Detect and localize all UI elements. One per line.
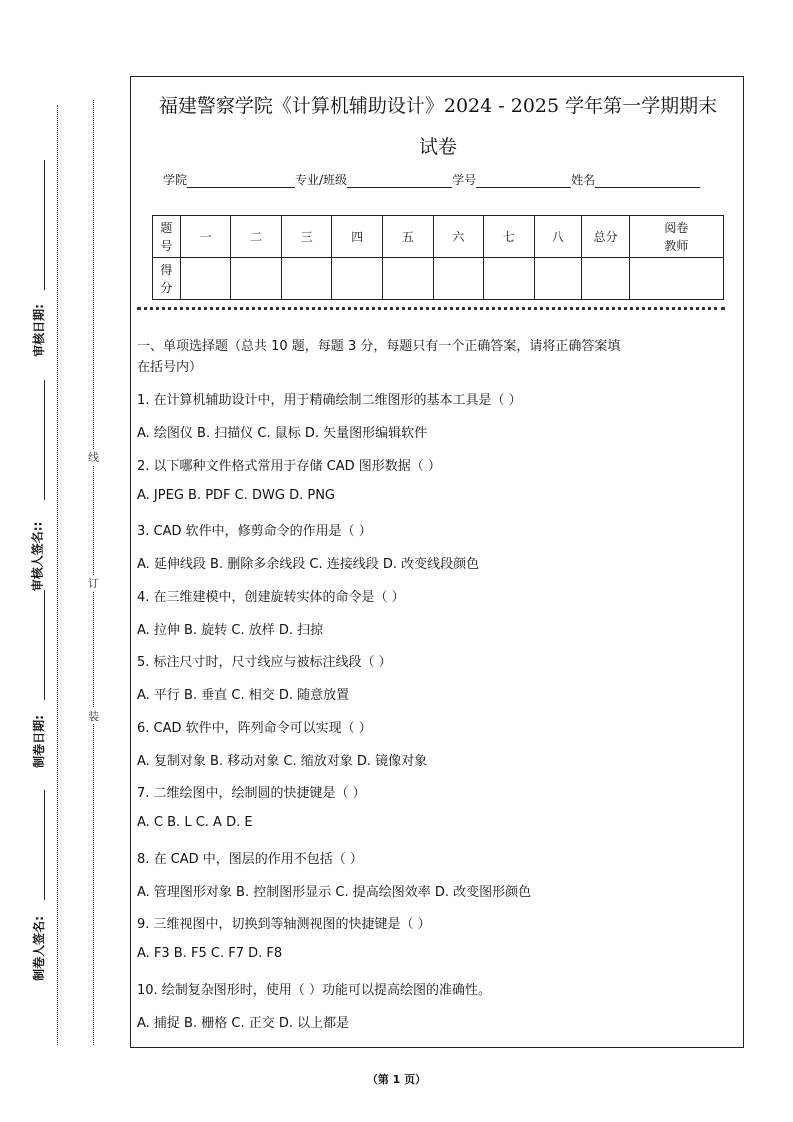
score-row-header: 得 分 — [153, 258, 181, 300]
question: 10. 绘制复杂图形时，使用（ ）功能可以提高绘图的准确性。 — [137, 983, 491, 998]
options: A. 拉伸 B. 旋转 C. 放样 D. 扫掠 — [137, 623, 324, 638]
question-number-header: 题 号 — [153, 216, 181, 258]
score-cell[interactable] — [231, 258, 282, 300]
question: 8. 在 CAD 中，图层的作用不包括（ ） — [137, 852, 363, 867]
column-header: 五 — [383, 216, 434, 258]
exam-title: 福建警察学院《计算机辅助设计》2024 - 2025 学年第一学期期末 — [158, 95, 718, 117]
column-header: 二 — [231, 216, 282, 258]
binding-install-char: 装 — [88, 710, 99, 723]
college-label: 学院 — [163, 173, 188, 187]
options: A. 管理图形对象 B. 控制图形显示 C. 提高绘图效率 D. 改变图形颜色 — [137, 885, 532, 900]
column-header: 一 — [180, 216, 231, 258]
score-cell[interactable] — [484, 258, 535, 300]
binding-line-char: 线 — [88, 451, 99, 464]
reviewer-teacher-header: 阅卷 教师 — [629, 216, 723, 258]
college-field[interactable] — [187, 175, 295, 188]
score-cell[interactable] — [383, 258, 434, 300]
student-id-label: 学号 — [452, 173, 477, 187]
question: 4. 在三维建模中，创建旋转实体的命令是（ ） — [137, 590, 405, 605]
signature-underline — [44, 160, 45, 290]
maker-date-label: 制卷日期: — [31, 715, 46, 768]
binding-order-char: 订 — [88, 577, 99, 590]
binding-margin — [0, 0, 130, 1122]
major-label: 专业/班级 — [295, 173, 348, 187]
question: 3. CAD 软件中，修剪命令的作用是（ ） — [137, 524, 372, 539]
signature-underline — [44, 380, 45, 500]
total-score-header: 总分 — [582, 216, 630, 258]
score-cell[interactable] — [534, 258, 582, 300]
signature-dotted-line — [57, 105, 58, 1045]
question: 5. 标注尺寸时，尺寸线应与被标注线段（ ） — [137, 655, 392, 670]
options: A. 绘图仪 B. 扫描仪 C. 鼠标 D. 矢量图形编辑软件 — [137, 426, 428, 441]
student-info-row — [163, 171, 700, 188]
column-header: 三 — [281, 216, 332, 258]
options: A. 复制对象 B. 移动对象 C. 缩放对象 D. 镜像对象 — [137, 754, 428, 769]
question: 6. CAD 软件中，阵列命令可以实现（ ） — [137, 721, 372, 736]
column-header: 四 — [332, 216, 383, 258]
signature-underline — [44, 790, 45, 900]
score-cell[interactable] — [281, 258, 332, 300]
section-heading: 一、单项选择题（总共 10 题，每题 3 分，每题只有一个正确答案，请将正确答案填 — [137, 339, 621, 354]
major-field[interactable] — [347, 175, 452, 188]
name-field[interactable] — [595, 175, 700, 188]
name-label: 姓名 — [571, 173, 596, 187]
student-id-field[interactable] — [476, 175, 571, 188]
column-header: 八 — [534, 216, 582, 258]
reviewer-date-label: 审核日期: — [31, 304, 46, 357]
exam-title-line2: 试卷 — [418, 136, 457, 158]
score-cell[interactable] — [180, 258, 231, 300]
options: A. 延伸线段 B. 删除多余线段 C. 连接线段 D. 改变线段颜色 — [137, 557, 480, 572]
options: A. F3 B. F5 C. F7 D. F8 — [137, 946, 283, 961]
options: A. 平行 B. 垂直 C. 相交 D. 随意放置 — [137, 688, 350, 703]
section-heading-line2: 在括号内） — [137, 360, 203, 375]
score-table — [152, 215, 724, 300]
reviewer-signature-label: 审核人签名:: — [30, 521, 45, 592]
page-number: （第 1 页） — [366, 1073, 427, 1086]
column-header: 六 — [433, 216, 484, 258]
question: 7. 二维绘图中，绘制圆的快捷键是（ ） — [137, 786, 366, 801]
question: 2. 以下哪种文件格式常用于存储 CAD 图形数据（ ） — [137, 459, 441, 474]
maker-signature-label: 制卷人签名: — [31, 916, 46, 981]
question: 9. 三维视图中，切换到等轴测视图的快捷键是（ ） — [137, 917, 431, 932]
score-cell[interactable] — [433, 258, 484, 300]
dotted-separator — [137, 307, 725, 310]
score-cell[interactable] — [332, 258, 383, 300]
binding-dotted-line — [93, 100, 94, 1045]
signature-underline — [44, 590, 45, 700]
options: A. JPEG B. PDF C. DWG D. PNG — [137, 488, 335, 503]
options: A. 捕捉 B. 栅格 C. 正交 D. 以上都是 — [137, 1016, 350, 1031]
column-header: 七 — [484, 216, 535, 258]
question: 1. 在计算机辅助设计中，用于精确绘制二维图形的基本工具是（ ） — [137, 393, 522, 408]
total-score-cell[interactable] — [582, 258, 630, 300]
reviewer-cell[interactable] — [629, 258, 723, 300]
options: A. C B. L C. A D. E — [137, 815, 253, 830]
